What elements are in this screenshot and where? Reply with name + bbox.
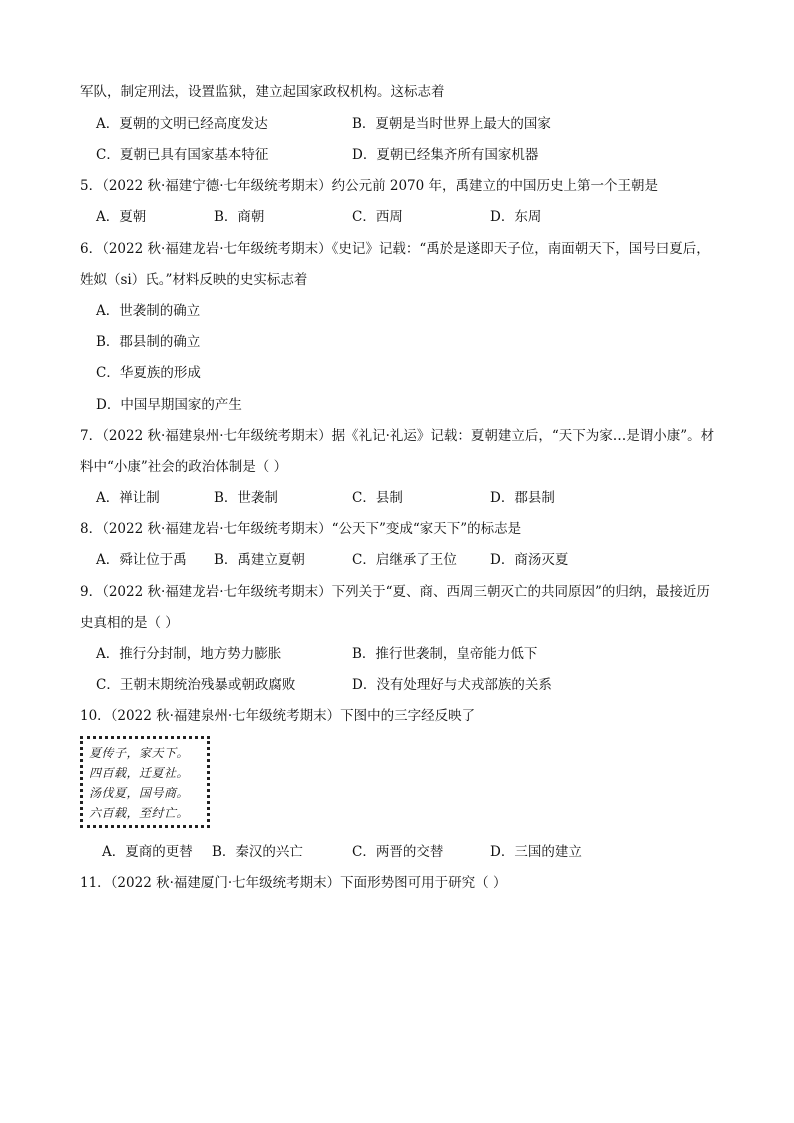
sanzijing-figure xyxy=(80,736,210,828)
option-d[interactable]: D．没有处理好与犬戎部族的关系 xyxy=(352,677,552,693)
option-c[interactable]: C．启继承了王位 xyxy=(352,552,457,568)
question-10-stem: 10．（2022 秋·福建泉州·七年级统考期末）下图中的三字经反映了 xyxy=(80,708,476,724)
option-a[interactable]: A．夏商的更替 xyxy=(102,844,193,860)
option-a[interactable]: A．世袭制的确立 xyxy=(96,303,201,319)
option-d[interactable]: D．东周 xyxy=(490,209,542,225)
question-5-stem: 5．（2022 秋·福建宁德·七年级统考期末）约公元前 2070 年，禹建立的中国历史上第一个王朝是 xyxy=(80,178,659,194)
question-9-stem-line-1: 9．（2022 秋·福建龙岩·七年级统考期末）下列关于“夏、商、西周三朝灭亡的共同原因”的归纳，最接近历 xyxy=(80,584,710,600)
figure-line: 汤伐夏，国号商。 xyxy=(89,786,190,800)
question-4-stem-tail: 军队，制定刑法，设置监狱，建立起国家政权机构。这标志着 xyxy=(80,84,445,100)
question-9-stem-line-2: 史真相的是（ ） xyxy=(80,615,179,631)
option-a[interactable]: A．夏朝 xyxy=(96,209,147,225)
option-b[interactable]: B．郡县制的确立 xyxy=(96,334,201,350)
option-b[interactable]: B．夏朝是当时世界上最大的国家 xyxy=(352,116,551,132)
question-11-stem: 11．（2022 秋·福建厦门·七年级统考期末）下面形势图可用于研究（ ） xyxy=(80,875,507,891)
option-b[interactable]: B．商朝 xyxy=(214,209,265,225)
option-d[interactable]: D．中国早期国家的产生 xyxy=(96,397,242,413)
option-a[interactable]: A．夏朝的文明已经高度发达 xyxy=(96,116,268,132)
question-6-stem-line-1: 6．（2022 秋·福建龙岩·七年级统考期末）《史记》记载：“禹於是遂即天子位，南面朝天下，国号曰夏后， xyxy=(80,241,710,257)
option-c[interactable]: C．两晋的交替 xyxy=(352,844,444,860)
question-6-stem-line-2: 姓姒（si）氏。”材料反映的史实标志着 xyxy=(80,272,308,288)
option-d[interactable]: D．三国的建立 xyxy=(490,844,582,860)
option-d[interactable]: D．夏朝已经集齐所有国家机器 xyxy=(352,147,539,163)
option-c[interactable]: C．夏朝已具有国家基本特征 xyxy=(96,147,269,163)
option-b[interactable]: B．推行世袭制，皇帝能力低下 xyxy=(352,646,538,662)
option-a[interactable]: A．舜让位于禹 xyxy=(96,552,187,568)
option-d[interactable]: D．郡县制 xyxy=(490,490,555,506)
option-c[interactable]: C．王朝末期统治残暴或朝政腐败 xyxy=(96,677,296,693)
question-8-stem: 8．（2022 秋·福建龙岩·七年级统考期末）“公天下”变成“家天下”的标志是 xyxy=(80,521,522,537)
option-c[interactable]: C．西周 xyxy=(352,209,403,225)
question-7-stem-line-2: 料中“小康”社会的政治体制是（ ） xyxy=(80,459,288,475)
option-c[interactable]: C．华夏族的形成 xyxy=(96,365,201,381)
option-b[interactable]: B．世袭制 xyxy=(214,490,278,506)
option-d[interactable]: D．商汤灭夏 xyxy=(490,552,569,568)
question-7-stem-line-1: 7．（2022 秋·福建泉州·七年级统考期末）据《礼记·礼运》记载：夏朝建立后，“天下为家…是谓小康”。材 xyxy=(80,428,715,444)
option-a[interactable]: A．推行分封制，地方势力膨胀 xyxy=(96,646,282,662)
figure-line: 四百载，迁夏社。 xyxy=(89,766,190,780)
figure-line: 六百载，至纣亡。 xyxy=(89,806,190,820)
option-b[interactable]: B．禹建立夏朝 xyxy=(214,552,305,568)
option-b[interactable]: B．秦汉的兴亡 xyxy=(212,844,303,860)
figure-line: 夏传子，家天下。 xyxy=(89,746,190,760)
option-a[interactable]: A．禅让制 xyxy=(96,490,160,506)
option-c[interactable]: C．县制 xyxy=(352,490,403,506)
